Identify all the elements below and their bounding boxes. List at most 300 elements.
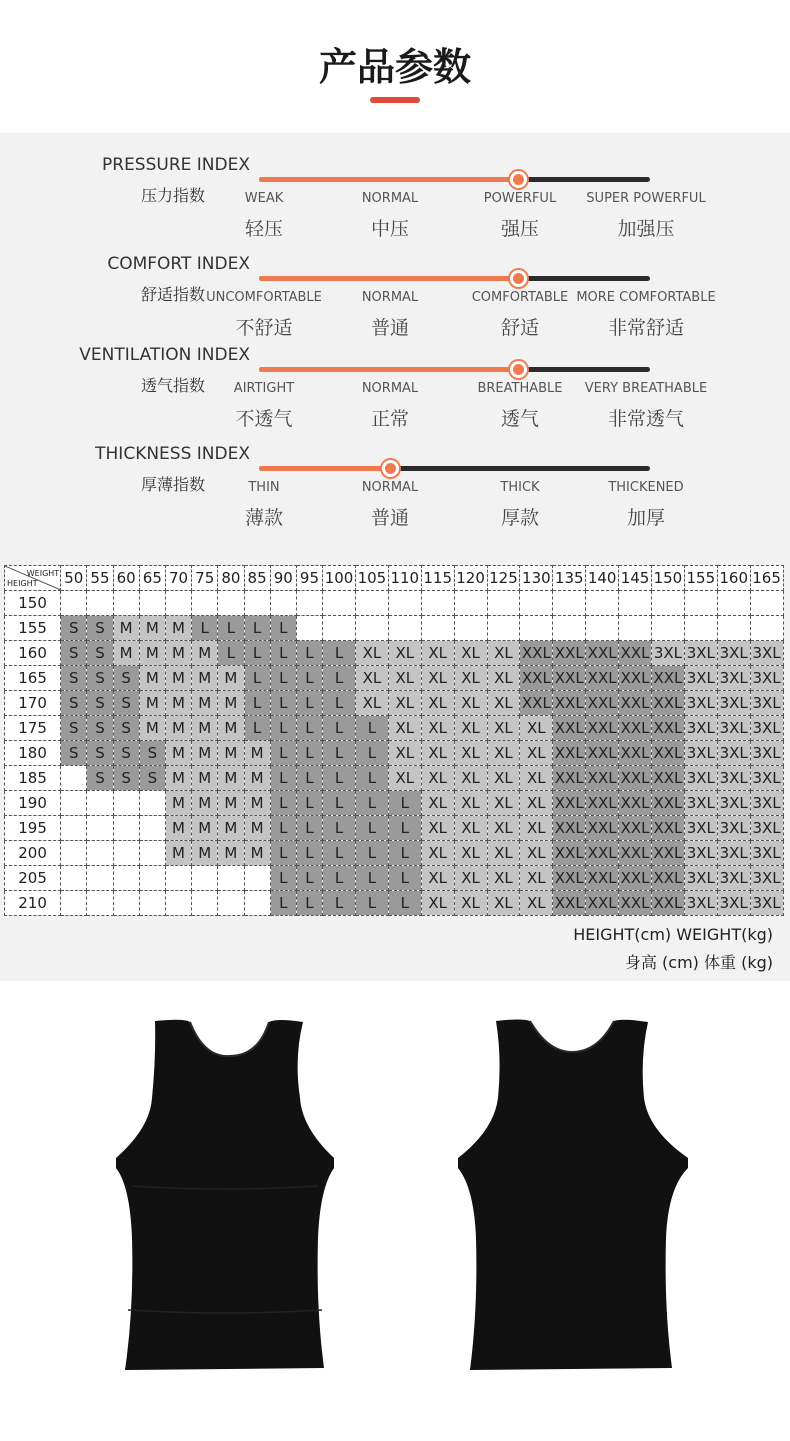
size-cell: 3XL <box>684 641 717 666</box>
size-cell <box>61 816 87 841</box>
size-cell: L <box>323 816 356 841</box>
size-cell: XXL <box>586 641 619 666</box>
size-cell: 3XL <box>717 891 750 916</box>
index-level-zh: 非常透气 <box>607 408 684 430</box>
size-chart-row <box>5 766 784 791</box>
weight-header-cell: 130 <box>520 566 553 591</box>
index-level-zh: 加强压 <box>617 218 675 240</box>
size-cell: M <box>113 616 139 641</box>
size-cell <box>165 891 191 916</box>
index-slider-knob <box>510 270 527 287</box>
weight-header-cell: 50 <box>61 566 87 591</box>
weight-header-cell: 80 <box>218 566 244 591</box>
size-cell: 3XL <box>684 816 717 841</box>
size-cell <box>553 591 586 616</box>
size-cell: L <box>355 766 388 791</box>
size-cell: XXL <box>586 891 619 916</box>
size-cell: XXL <box>553 666 586 691</box>
size-cell: 3XL <box>750 691 783 716</box>
size-cell: XXL <box>553 816 586 841</box>
size-cell: XXL <box>651 691 684 716</box>
size-cell: XL <box>520 791 553 816</box>
size-cell: S <box>87 766 113 791</box>
size-cell: XL <box>454 741 487 766</box>
size-cell: XL <box>520 716 553 741</box>
size-cell: XXL <box>651 741 684 766</box>
size-chart-row <box>5 891 784 916</box>
weight-header-cell: 60 <box>113 566 139 591</box>
size-cell <box>717 616 750 641</box>
size-cell: L <box>270 691 296 716</box>
weight-header-cell: 155 <box>684 566 717 591</box>
size-cell: L <box>355 716 388 741</box>
size-cell: XL <box>520 841 553 866</box>
size-cell: XL <box>421 741 454 766</box>
size-cell: L <box>270 866 296 891</box>
size-cell: XL <box>454 891 487 916</box>
size-cell: M <box>218 841 244 866</box>
size-cell: L <box>296 841 322 866</box>
size-cell <box>421 616 454 641</box>
height-header-cell: 175 <box>5 716 61 741</box>
index-title-en: VENTILATION INDEX <box>79 345 250 365</box>
size-cell <box>61 841 87 866</box>
size-cell <box>651 591 684 616</box>
size-cell: L <box>270 816 296 841</box>
weight-header-cell: 110 <box>388 566 421 591</box>
index-level-zh: 舒适 <box>500 317 539 339</box>
size-cell: XXL <box>553 891 586 916</box>
size-cell: 3XL <box>717 716 750 741</box>
size-cell: L <box>270 666 296 691</box>
weight-header-cell: 165 <box>750 566 783 591</box>
size-cell: XL <box>520 766 553 791</box>
size-cell: L <box>296 641 322 666</box>
size-cell: XL <box>454 816 487 841</box>
size-cell <box>113 791 139 816</box>
size-cell: XXL <box>586 666 619 691</box>
size-cell: M <box>244 741 270 766</box>
size-cell: 3XL <box>684 741 717 766</box>
size-cell: L <box>323 666 356 691</box>
size-cell: XL <box>520 891 553 916</box>
size-cell <box>165 591 191 616</box>
size-cell: 3XL <box>717 816 750 841</box>
size-cell <box>750 591 783 616</box>
size-cell: XXL <box>651 716 684 741</box>
size-cell: 3XL <box>717 691 750 716</box>
size-cell: XL <box>388 641 421 666</box>
size-cell: S <box>87 691 113 716</box>
size-cell: XXL <box>586 716 619 741</box>
size-cell: L <box>355 866 388 891</box>
size-chart-row <box>5 791 784 816</box>
size-cell: XL <box>454 841 487 866</box>
size-cell <box>454 591 487 616</box>
size-cell <box>750 616 783 641</box>
size-cell: S <box>61 666 87 691</box>
height-header-cell: 210 <box>5 891 61 916</box>
index-level <box>571 480 721 530</box>
size-cell: L <box>323 791 356 816</box>
weight-header-cell: 145 <box>619 566 652 591</box>
size-cell: L <box>270 716 296 741</box>
size-cell: 3XL <box>684 791 717 816</box>
size-cell: M <box>165 691 191 716</box>
size-cell: XXL <box>619 641 652 666</box>
header <box>0 0 790 133</box>
size-cell: L <box>296 741 322 766</box>
index-level-zh: 普通 <box>370 507 409 529</box>
size-cell: XXL <box>651 816 684 841</box>
size-cell: S <box>113 741 139 766</box>
size-chart-table <box>4 565 784 916</box>
size-cell: S <box>87 666 113 691</box>
index-level-en: THICKENED <box>608 480 684 495</box>
size-cell <box>586 591 619 616</box>
size-cell <box>323 591 356 616</box>
size-cell: XXL <box>586 866 619 891</box>
size-cell <box>487 591 520 616</box>
size-cell: XXL <box>619 691 652 716</box>
size-cell <box>192 891 218 916</box>
size-cell <box>139 866 165 891</box>
size-cell: M <box>192 716 218 741</box>
index-level-zh: 不透气 <box>235 408 293 430</box>
index-level <box>571 191 721 241</box>
size-cell: XL <box>388 766 421 791</box>
index-level-zh: 薄款 <box>244 507 283 529</box>
size-cell: XL <box>487 891 520 916</box>
index-level-en: VERY BREATHABLE <box>584 381 708 396</box>
size-cell: M <box>244 766 270 791</box>
size-cell: M <box>139 691 165 716</box>
weight-header-cell: 95 <box>296 566 322 591</box>
size-cell: XL <box>421 816 454 841</box>
index-track-fill <box>259 276 518 281</box>
size-cell: M <box>218 716 244 741</box>
size-cell <box>87 791 113 816</box>
index-slider-knob <box>510 361 527 378</box>
size-cell: 3XL <box>684 766 717 791</box>
size-cell: XL <box>487 816 520 841</box>
size-cell: M <box>192 691 218 716</box>
index-level-zh: 正常 <box>370 408 409 430</box>
size-cell: XXL <box>651 666 684 691</box>
size-cell: XL <box>421 841 454 866</box>
size-cell: M <box>218 741 244 766</box>
size-cell: 3XL <box>750 641 783 666</box>
size-cell: S <box>87 616 113 641</box>
size-cell: XXL <box>619 791 652 816</box>
size-cell <box>619 591 652 616</box>
size-cell: L <box>355 841 388 866</box>
size-cell: XL <box>454 866 487 891</box>
size-cell: XL <box>355 641 388 666</box>
size-cell <box>61 891 87 916</box>
size-chart-row <box>5 616 784 641</box>
size-cell <box>586 616 619 641</box>
size-cell <box>192 866 218 891</box>
size-cell: M <box>218 666 244 691</box>
size-cell: M <box>165 616 191 641</box>
size-cell: 3XL <box>750 666 783 691</box>
size-cell: M <box>165 816 191 841</box>
index-level <box>315 191 465 241</box>
size-cell: M <box>113 641 139 666</box>
size-cell: L <box>296 816 322 841</box>
index-level-zh: 透气 <box>500 408 539 430</box>
size-chart-row <box>5 866 784 891</box>
size-cell: 3XL <box>684 666 717 691</box>
index-level-en: NORMAL <box>361 290 419 305</box>
index-level-zh: 普通 <box>370 317 409 339</box>
height-header-cell: 160 <box>5 641 61 666</box>
size-cell <box>296 591 322 616</box>
size-cell: M <box>192 666 218 691</box>
size-cell: L <box>296 766 322 791</box>
height-header-cell: 190 <box>5 791 61 816</box>
size-cell: M <box>192 791 218 816</box>
size-cell: 3XL <box>750 841 783 866</box>
size-cell <box>717 591 750 616</box>
size-cell: L <box>270 841 296 866</box>
weight-header-cell: 140 <box>586 566 619 591</box>
size-cell: 3XL <box>750 816 783 841</box>
size-cell <box>684 591 717 616</box>
size-cell: XL <box>454 666 487 691</box>
size-cell: XXL <box>553 766 586 791</box>
index-level-en: NORMAL <box>361 480 419 495</box>
size-cell: L <box>323 866 356 891</box>
size-cell: L <box>244 716 270 741</box>
index-level <box>571 381 721 431</box>
size-cell: XL <box>421 891 454 916</box>
index-track <box>259 177 650 182</box>
size-cell: 3XL <box>717 741 750 766</box>
size-cell <box>61 766 87 791</box>
size-cell: XXL <box>586 766 619 791</box>
size-cell: M <box>218 791 244 816</box>
size-cell: M <box>165 716 191 741</box>
size-cell: S <box>61 716 87 741</box>
size-cell: L <box>323 891 356 916</box>
size-cell: M <box>244 816 270 841</box>
size-cell <box>651 616 684 641</box>
index-level-zh: 中压 <box>370 218 409 240</box>
size-cell <box>113 866 139 891</box>
size-cell: XXL <box>619 841 652 866</box>
size-chart-row <box>5 591 784 616</box>
size-cell: XL <box>487 641 520 666</box>
size-cell: XL <box>454 691 487 716</box>
size-cell: XL <box>487 841 520 866</box>
size-chart-row <box>5 691 784 716</box>
weight-header-cell: 160 <box>717 566 750 591</box>
size-cell <box>113 591 139 616</box>
size-cell: L <box>296 716 322 741</box>
size-cell: S <box>61 641 87 666</box>
size-cell: L <box>388 891 421 916</box>
index-level-en: POWERFUL <box>483 191 557 206</box>
index-title-zh: 舒适指数 <box>140 285 205 304</box>
size-cell: 3XL <box>717 841 750 866</box>
size-cell: XL <box>487 791 520 816</box>
size-cell: XXL <box>619 816 652 841</box>
page-title: 产品参数 <box>318 45 471 89</box>
height-header-cell: 180 <box>5 741 61 766</box>
size-cell <box>61 866 87 891</box>
index-level-zh: 强压 <box>500 218 539 240</box>
size-cell: M <box>165 741 191 766</box>
size-cell <box>165 866 191 891</box>
size-cell: L <box>323 691 356 716</box>
index-track-fill <box>259 177 518 182</box>
size-cell: XXL <box>586 841 619 866</box>
size-cell: XL <box>520 866 553 891</box>
size-cell: L <box>296 691 322 716</box>
size-cell: L <box>244 691 270 716</box>
size-cell: XXL <box>586 791 619 816</box>
units-label-zh: 身高 (cm) 体重 (kg) <box>624 953 773 972</box>
size-cell: M <box>139 641 165 666</box>
size-cell: L <box>388 866 421 891</box>
size-cell: L <box>323 766 356 791</box>
size-cell: XL <box>421 641 454 666</box>
size-cell: XL <box>520 741 553 766</box>
size-cell: 3XL <box>684 841 717 866</box>
size-cell: XXL <box>619 866 652 891</box>
size-cell <box>218 891 244 916</box>
size-cell: S <box>61 741 87 766</box>
size-cell: S <box>61 691 87 716</box>
size-cell: S <box>113 716 139 741</box>
size-cell: L <box>218 641 244 666</box>
index-track-fill <box>259 466 390 471</box>
units-label-en: HEIGHT(cm) WEIGHT(kg) <box>573 925 773 944</box>
weight-header-cell: 55 <box>87 566 113 591</box>
size-cell <box>454 616 487 641</box>
size-cell <box>87 591 113 616</box>
size-cell: L <box>296 866 322 891</box>
size-cell: M <box>192 841 218 866</box>
index-level-zh: 加厚 <box>626 507 665 529</box>
size-chart-row <box>5 666 784 691</box>
weight-header-cell: 150 <box>651 566 684 591</box>
weight-header-cell: 105 <box>355 566 388 591</box>
size-cell: S <box>113 691 139 716</box>
index-title-zh: 压力指数 <box>140 186 205 205</box>
size-cell: XL <box>487 716 520 741</box>
weight-header-cell: 65 <box>139 566 165 591</box>
size-cell: M <box>218 691 244 716</box>
index-level-zh: 厚款 <box>500 507 539 529</box>
size-cell: L <box>270 891 296 916</box>
corner-height-label: HEIGHT <box>7 579 38 588</box>
size-cell: L <box>244 641 270 666</box>
size-cell: L <box>388 816 421 841</box>
height-header-cell: 150 <box>5 591 61 616</box>
index-level-en: BREATHABLE <box>477 381 563 396</box>
size-cell: XL <box>388 716 421 741</box>
size-cell: XXL <box>651 866 684 891</box>
index-track <box>259 466 650 471</box>
size-cell: XL <box>454 641 487 666</box>
size-cell: 3XL <box>717 866 750 891</box>
size-chart-header-row <box>5 566 784 591</box>
size-cell: L <box>244 666 270 691</box>
size-chart-row <box>5 641 784 666</box>
size-cell: XL <box>487 741 520 766</box>
size-cell <box>487 616 520 641</box>
size-cell <box>520 616 553 641</box>
size-cell: M <box>244 841 270 866</box>
size-cell: M <box>218 816 244 841</box>
size-cell <box>61 791 87 816</box>
index-level-en: WEAK <box>244 191 284 206</box>
size-cell: S <box>87 716 113 741</box>
size-cell: M <box>165 766 191 791</box>
size-cell: M <box>165 841 191 866</box>
index-title-en: COMFORT INDEX <box>107 254 250 274</box>
size-cell <box>139 816 165 841</box>
size-cell: XL <box>421 666 454 691</box>
weight-header-cell: 135 <box>553 566 586 591</box>
size-cell <box>520 591 553 616</box>
index-level-zh: 不舒适 <box>235 317 293 339</box>
index-level-en: AIRTIGHT <box>233 381 295 396</box>
size-cell: S <box>87 641 113 666</box>
weight-header-cell: 90 <box>270 566 296 591</box>
size-cell: 3XL <box>717 766 750 791</box>
index-slider-knob <box>510 171 527 188</box>
size-cell: M <box>165 666 191 691</box>
size-cell: XXL <box>619 741 652 766</box>
height-header-cell: 185 <box>5 766 61 791</box>
index-level-zh: 非常舒适 <box>607 317 684 339</box>
height-header-cell: 205 <box>5 866 61 891</box>
size-cell: 3XL <box>750 741 783 766</box>
index-level-en: THICK <box>500 480 540 495</box>
size-cell: 3XL <box>750 891 783 916</box>
size-cell: L <box>270 791 296 816</box>
size-chart-row <box>5 741 784 766</box>
size-cell: XXL <box>586 691 619 716</box>
size-cell: XL <box>421 716 454 741</box>
size-cell: XL <box>487 666 520 691</box>
size-cell: XXL <box>586 741 619 766</box>
size-cell: M <box>165 791 191 816</box>
tank-top-back-image <box>454 1018 694 1373</box>
size-cell <box>244 591 270 616</box>
size-chart-row <box>5 816 784 841</box>
size-cell <box>388 616 421 641</box>
index-level-zh: 轻压 <box>244 218 283 240</box>
size-cell <box>87 891 113 916</box>
size-cell: XXL <box>619 891 652 916</box>
index-title-zh: 透气指数 <box>140 376 205 395</box>
size-cell: XXL <box>619 716 652 741</box>
index-level <box>315 290 465 340</box>
size-cell: 3XL <box>684 891 717 916</box>
size-cell <box>139 591 165 616</box>
size-cell: XXL <box>651 841 684 866</box>
size-cell: 3XL <box>750 766 783 791</box>
size-cell: XXL <box>520 641 553 666</box>
size-cell: 3XL <box>717 666 750 691</box>
index-track <box>259 276 650 281</box>
size-cell: XL <box>454 716 487 741</box>
